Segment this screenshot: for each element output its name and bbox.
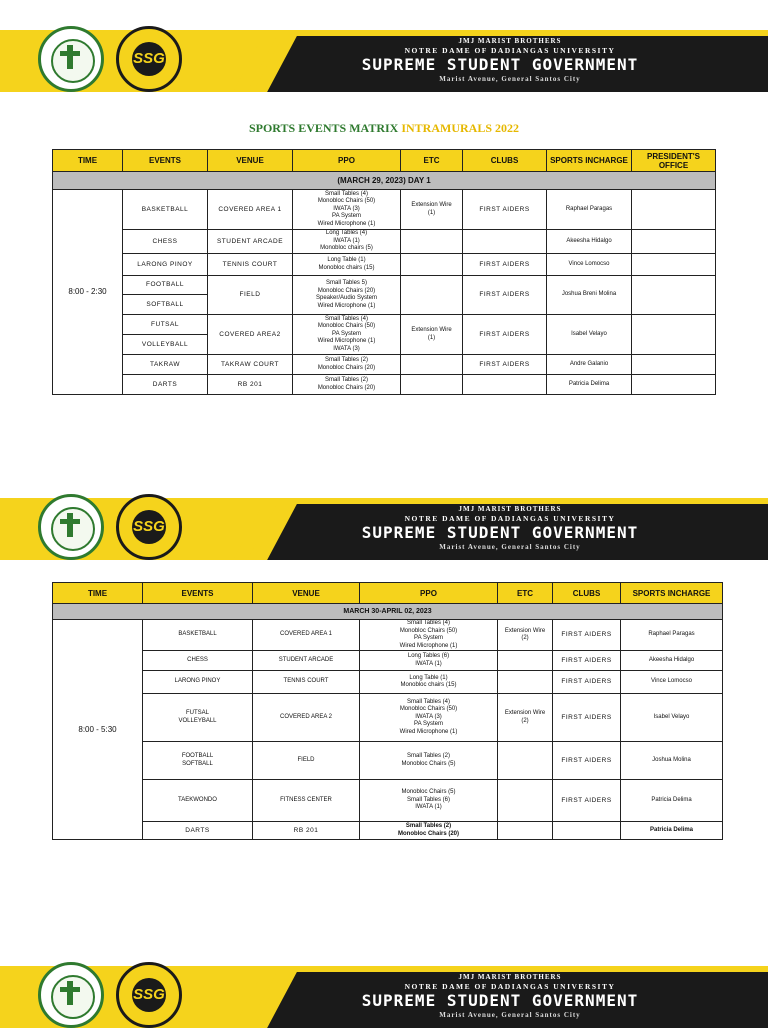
event-cell: LARONG PINOY — [123, 254, 208, 276]
header-banner-3 — [0, 958, 768, 1032]
event-cell: BASKETBALL — [123, 190, 208, 230]
venue-cell: STUDENT ARCADE — [253, 651, 360, 671]
ppo-cell: Small Tables (2) Monobloc Chairs (20) — [293, 355, 401, 375]
event-cell: FOOTBALL SOFTBALL — [143, 742, 253, 780]
etc-cell: Extension Wire (2) — [498, 620, 553, 651]
presidents-office-cell — [632, 254, 716, 276]
time-slot: 8:00 - 2:30 — [53, 190, 123, 395]
event-cell: CHESS — [123, 230, 208, 254]
header-events: EVENTS — [123, 150, 208, 172]
venue-cell: FIELD — [208, 276, 293, 315]
club-cell: FIRST AIDERS — [553, 742, 621, 780]
header-etc: ETC — [498, 583, 553, 604]
header-venue: VENUE — [253, 583, 360, 604]
event-cell: VOLLEYBALL — [123, 335, 208, 355]
club-cell — [463, 230, 547, 254]
header-clubs: CLUBS — [553, 583, 621, 604]
venue-cell: COVERED AREA 2 — [253, 694, 360, 742]
ppo-cell: Small Tables 5) Monobloc Chairs (20) Speaker/Audio System Wired Microphone (1) — [293, 276, 401, 315]
incharge-cell: Vince Lomocso — [547, 254, 632, 276]
event-cell: SOFTBALL — [123, 295, 208, 315]
ppo-cell: Long Table (1) Monobloc chairs (15) — [293, 254, 401, 276]
club-cell: FIRST AIDERS — [553, 671, 621, 694]
venue-cell: STUDENT ARCADE — [208, 230, 293, 254]
header-etc: ETC — [401, 150, 463, 172]
banner-line-4: Marist Avenue, General Santos City — [439, 1011, 581, 1019]
incharge-cell: Raphael Paragas — [621, 620, 723, 651]
club-cell: FIRST AIDERS — [463, 276, 547, 315]
event-cell: DARTS — [143, 822, 253, 840]
incharge-cell: Akeesha Hidalgo — [547, 230, 632, 254]
ssg-logo-icon: SSG — [116, 494, 182, 560]
header-banner-2 — [0, 490, 768, 564]
venue-cell: RB 201 — [208, 375, 293, 395]
club-cell — [463, 375, 547, 395]
university-seal-icon — [38, 962, 104, 1028]
banner-line-3: SUPREME STUDENT GOVERNMENT — [361, 55, 639, 74]
ppo-cell: Small Tables (4) Monobloc Chairs (50) IWATA (3) PA System Wired Microphone (1) — [360, 694, 498, 742]
ssg-logo-icon: SSG — [116, 962, 182, 1028]
presidents-office-cell — [632, 375, 716, 395]
header-time: TIME — [53, 583, 143, 604]
event-cell: LARONG PINOY — [143, 671, 253, 694]
banner-line-4: Marist Avenue, General Santos City — [439, 75, 581, 83]
incharge-cell: Akeesha Hidalgo — [621, 651, 723, 671]
etc-cell — [401, 230, 463, 254]
header-sports-incharge: SPORTS INCHARGE — [621, 583, 723, 604]
ppo-cell: Small Tables (2) Monobloc Chairs (20) — [360, 822, 498, 840]
day-label: MARCH 30-APRIL 02, 2023 — [53, 604, 723, 620]
banner-line-1: JMJ MARIST BROTHERS — [458, 505, 562, 513]
ppo-cell: Monobloc Chairs (5) Small Tables (6) IWATA (1) — [360, 780, 498, 822]
venue-cell: FITNESS CENTER — [253, 780, 360, 822]
ppo-cell: Small Tables (2) Monobloc Chairs (5) — [360, 742, 498, 780]
club-cell: FIRST AIDERS — [463, 315, 547, 355]
presidents-office-cell — [632, 276, 716, 315]
incharge-cell: Raphael Paragas — [547, 190, 632, 230]
banner-line-1: JMJ MARIST BROTHERS — [458, 37, 562, 45]
event-cell: BASKETBALL — [143, 620, 253, 651]
incharge-cell: Patricia Delima — [621, 822, 723, 840]
etc-cell — [498, 671, 553, 694]
venue-cell: COVERED AREA 1 — [208, 190, 293, 230]
etc-cell: Extension Wire (1) — [401, 315, 463, 355]
header-venue: VENUE — [208, 150, 293, 172]
event-cell: TAKRAW — [123, 355, 208, 375]
club-cell — [553, 822, 621, 840]
club-cell: FIRST AIDERS — [553, 620, 621, 651]
incharge-cell: Vince Lomocso — [621, 671, 723, 694]
etc-cell — [498, 742, 553, 780]
schedule-table-1 — [52, 149, 716, 395]
venue-cell: COVERED AREA 1 — [253, 620, 360, 651]
etc-cell — [498, 651, 553, 671]
presidents-office-cell — [632, 355, 716, 375]
ssg-logo-icon: SSG — [116, 26, 182, 92]
club-cell: FIRST AIDERS — [553, 694, 621, 742]
incharge-cell: Patricia Delima — [547, 375, 632, 395]
incharge-cell: Joshua Molina — [621, 742, 723, 780]
header-time: TIME — [53, 150, 123, 172]
header-sports-incharge: SPORTS INCHARGE — [547, 150, 632, 172]
event-cell: CHESS — [143, 651, 253, 671]
event-cell: TAEKWONDO — [143, 780, 253, 822]
header-ppo: PPO — [360, 583, 498, 604]
ppo-cell: Long Tables (4) IWATA (1) Monobloc chairs (5) — [293, 230, 401, 254]
header-banner-1 — [0, 22, 768, 96]
venue-cell: COVERED AREA2 — [208, 315, 293, 355]
etc-cell — [498, 780, 553, 822]
presidents-office-cell — [632, 230, 716, 254]
ppo-cell: Long Table (1) Monobloc chairs (15) — [360, 671, 498, 694]
club-cell: FIRST AIDERS — [463, 254, 547, 276]
venue-cell: RB 201 — [253, 822, 360, 840]
club-cell: FIRST AIDERS — [553, 780, 621, 822]
event-cell: DARTS — [123, 375, 208, 395]
presidents-office-cell — [632, 190, 716, 230]
incharge-cell: Andre Galanio — [547, 355, 632, 375]
club-cell: FIRST AIDERS — [553, 651, 621, 671]
etc-cell — [401, 355, 463, 375]
time-slot: 8:00 - 5:30 — [53, 620, 143, 840]
etc-cell — [401, 276, 463, 315]
club-cell: FIRST AIDERS — [463, 190, 547, 230]
event-cell: FUTSAL — [123, 315, 208, 335]
header-events: EVENTS — [143, 583, 253, 604]
banner-line-3: SUPREME STUDENT GOVERNMENT — [361, 991, 639, 1010]
etc-cell: Extension Wire (1) — [401, 190, 463, 230]
venue-cell: TAKRAW COURT — [208, 355, 293, 375]
banner-line-3: SUPREME STUDENT GOVERNMENT — [361, 523, 639, 542]
banner-line-2: NOTRE DAME OF DADIANGAS UNIVERSITY — [404, 514, 616, 523]
university-seal-icon — [38, 494, 104, 560]
university-seal-icon — [38, 26, 104, 92]
etc-cell — [401, 254, 463, 276]
header-ppo: PPO — [293, 150, 401, 172]
header-clubs: CLUBS — [463, 150, 547, 172]
presidents-office-cell — [632, 315, 716, 355]
venue-cell: FIELD — [253, 742, 360, 780]
venue-cell: TENNIS COURT — [253, 671, 360, 694]
event-cell: FUTSAL VOLLEYBALL — [143, 694, 253, 742]
day-label: (MARCH 29, 2023) DAY 1 — [53, 172, 716, 190]
incharge-cell: Joshua Breni Molina — [547, 276, 632, 315]
schedule-table-2 — [52, 582, 723, 840]
etc-cell: Extension Wire (2) — [498, 694, 553, 742]
etc-cell — [498, 822, 553, 840]
banner-line-4: Marist Avenue, General Santos City — [439, 543, 581, 551]
incharge-cell: Isabel Velayo — [621, 694, 723, 742]
ppo-cell: Small Tables (2) Monobloc Chairs (20) — [293, 375, 401, 395]
ppo-cell: Small Tables (4) Monobloc Chairs (50) PA System Wired Microphone (1) — [360, 620, 498, 651]
event-cell: FOOTBALL — [123, 276, 208, 295]
header-presidents-office: PRESIDENT'S OFFICE — [632, 150, 716, 172]
ppo-cell: Small Tables (4) Monobloc Chairs (50) IWATA (3) PA System Wired Microphone (1) — [293, 190, 401, 230]
venue-cell: TENNIS COURT — [208, 254, 293, 276]
banner-line-2: NOTRE DAME OF DADIANGAS UNIVERSITY — [404, 982, 616, 991]
ppo-cell: Long Tables (6) IWATA (1) — [360, 651, 498, 671]
page-title: SPORTS EVENTS MATRIX INTRAMURALS 2022 — [248, 121, 520, 135]
ppo-cell: Small Tables (4) Monobloc Chairs (50) PA System Wired Microphone (1) IWATA (3) — [293, 315, 401, 355]
incharge-cell: Patricia Delima — [621, 780, 723, 822]
incharge-cell: Isabel Velayo — [547, 315, 632, 355]
banner-line-1: JMJ MARIST BROTHERS — [458, 973, 562, 981]
banner-line-2: NOTRE DAME OF DADIANGAS UNIVERSITY — [404, 46, 616, 55]
club-cell: FIRST AIDERS — [463, 355, 547, 375]
etc-cell — [401, 375, 463, 395]
